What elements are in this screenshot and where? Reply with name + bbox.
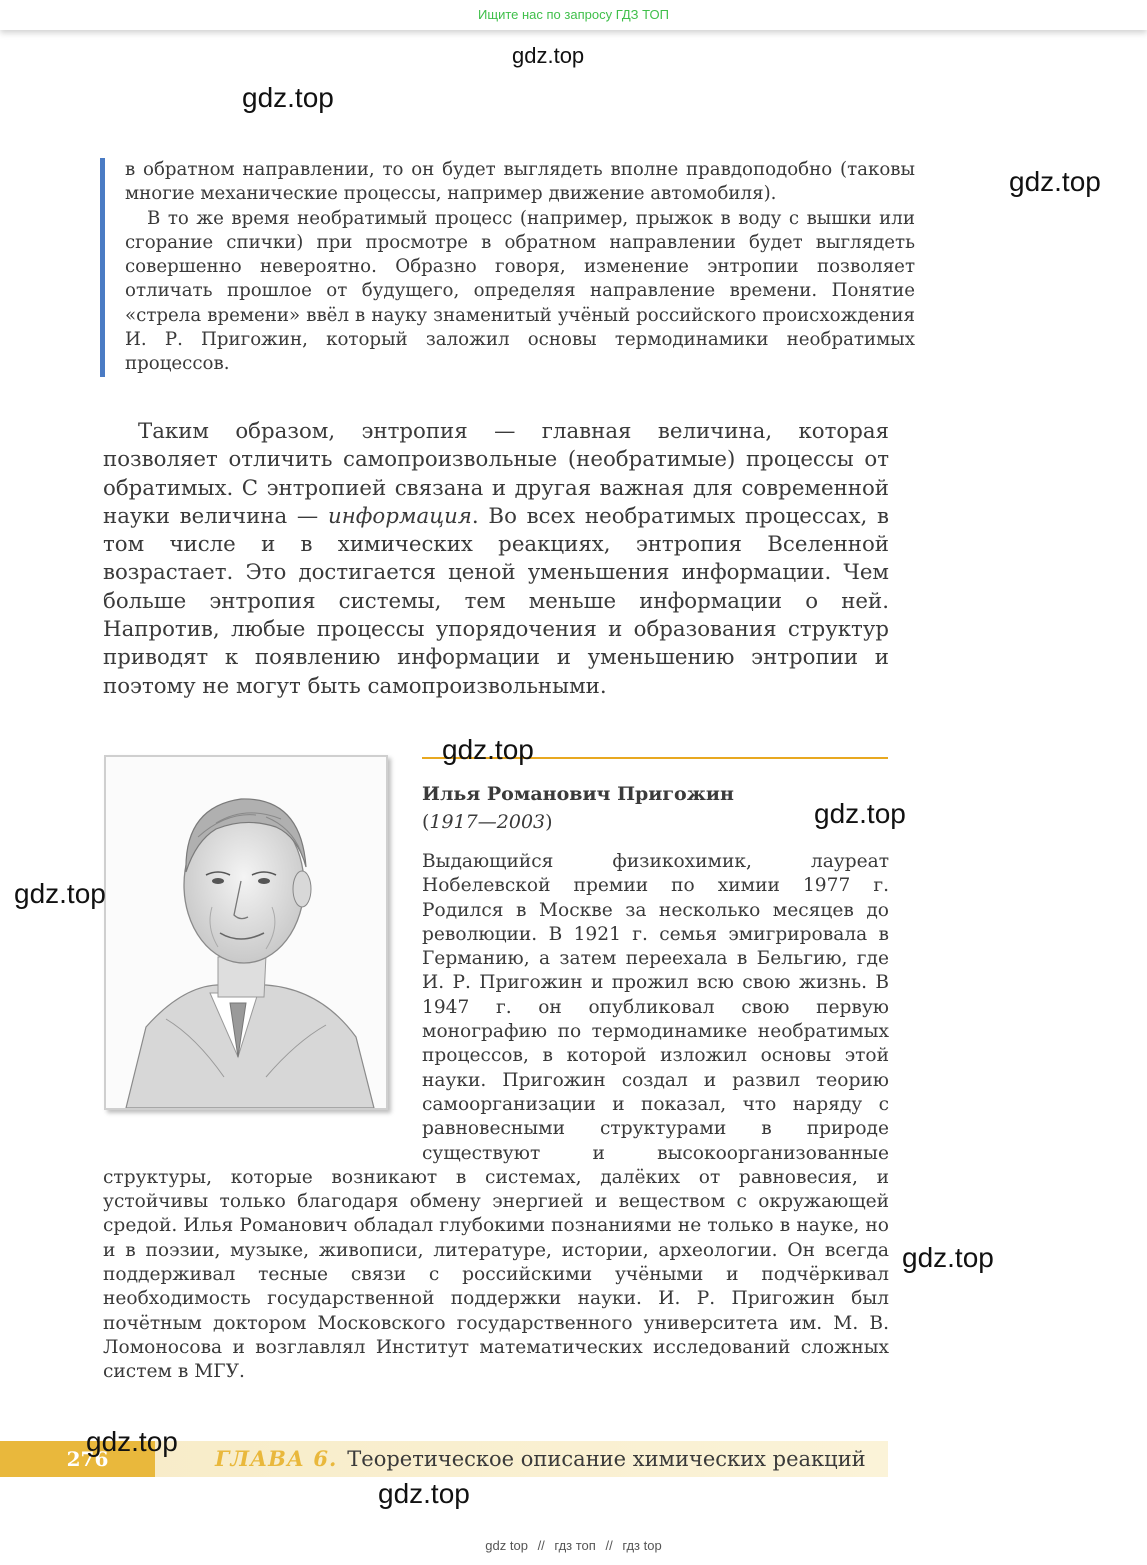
main-emphasis: информация	[327, 503, 472, 529]
link-separator: //	[537, 1538, 545, 1553]
sidebar-note	[100, 158, 915, 377]
watermark: gdz.top	[442, 734, 534, 765]
chapter-title	[215, 1446, 866, 1472]
chapter-name: Теоретическое описание химических реакций	[347, 1447, 866, 1471]
watermark: gdz.top	[902, 1242, 994, 1273]
watermark: gdz.top	[14, 878, 106, 909]
bio-paragraph: Выдающийся физикохимик, лауреат Нобелевской премии по химии 1977 г. Родился в Москве за несколько месяцев до революции. В 1921 г. семья эмигрировала в Германию, а затем переехала в Бельгию, где И. Р. Пригожин и прожил всю свою жизнь. В 1947 г. он опубликовал свою первую монографию по термодинамике необратимых процессов, в которой изложил основы этой науки. Пригожин создал и развил теорию самоорганизации и показал, что наряду с равновесными структурами в природе существуют и высокоорганизованные структуры, которые возникают в системах, далёких от равновесия, и устойчивы только благодаря обмену энергией и веществом с окружающей средой. Илья Романович обладал глубокими познаниями не только в науке, но и в поэзии, музыке, живописи, литературе, истории, археологии. Он всегда поддерживал тесные связи с российскими учёными и подчёркивал необходимость государственной поддержки науки. И. Р. Пригожин был почётным доктором Московского государственного университета им. М. В. Ломоносова и возглавлял Институт математических исследований сложных систем в МГУ.	[103, 851, 889, 1383]
bottom-link[interactable]: гдз топ	[554, 1538, 596, 1553]
sidebar-paragraph: в обратном направлении, то он будет выглядеть вполне правдоподобно (таковы многие механические процессы, например движение автомобиля).	[125, 159, 915, 205]
bio-name: Илья Романович Пригожин	[422, 783, 734, 805]
bottom-links	[0, 1538, 1147, 1553]
bottom-link[interactable]: gdz top	[485, 1538, 528, 1553]
bottom-link[interactable]: гдз top	[622, 1538, 662, 1553]
main-paragraph	[103, 418, 889, 701]
chapter-label: ГЛАВА 6.	[215, 1446, 338, 1471]
sidebar-paragraph: В то же время необратимый процесс (например, прыжок в воду с вышки или сгорание спички) при просмотре в обратном направлении будет выглядеть совершенно невероятно. Образно говоря, изменение энтропии позволяет отличать прошлое от будущего, определяя направление времени. Понятие «стрела времени» ввёл в науку знаменитый учёный российского происхождения И. Р. Пригожин, который заложил основы термодинамики необратимых процессов.	[125, 207, 915, 375]
watermark: gdz.top	[512, 43, 585, 68]
banner-text[interactable]: Ищите нас по запросу ГДЗ ТОП	[478, 7, 669, 22]
page-number: 276	[0, 1441, 155, 1477]
bio-text	[103, 850, 889, 1385]
bio-years: (1917—2003)	[422, 811, 553, 833]
link-separator: //	[605, 1538, 613, 1553]
watermark: gdz.top	[378, 1478, 470, 1509]
main-text-part1: Таким образом, энтропия — главная величина, которая позволяет отличить самопроизвольные (необратимые) процессы от обратимых. С энтропией связана и другая важная для современной науки величина —	[103, 419, 889, 529]
watermark: gdz.top	[1009, 166, 1101, 197]
watermark: gdz.top	[814, 798, 906, 829]
watermark: gdz.top	[242, 82, 334, 113]
main-text-part2: . Во всех необратимых процессах, в том числе и в химических реакциях, энтропия Вселенной возрастает. Это достигается ценой уменьшения информации. Чем больше энтропия системы, тем меньше информации о ней. Напротив, любые процессы упорядочения и образования структур приводят к появлению информации и уменьшению энтропии и поэтому не могут быть самопроизвольными.	[103, 503, 889, 699]
watermark: gdz.top	[86, 1426, 178, 1457]
top-banner	[0, 0, 1147, 30]
